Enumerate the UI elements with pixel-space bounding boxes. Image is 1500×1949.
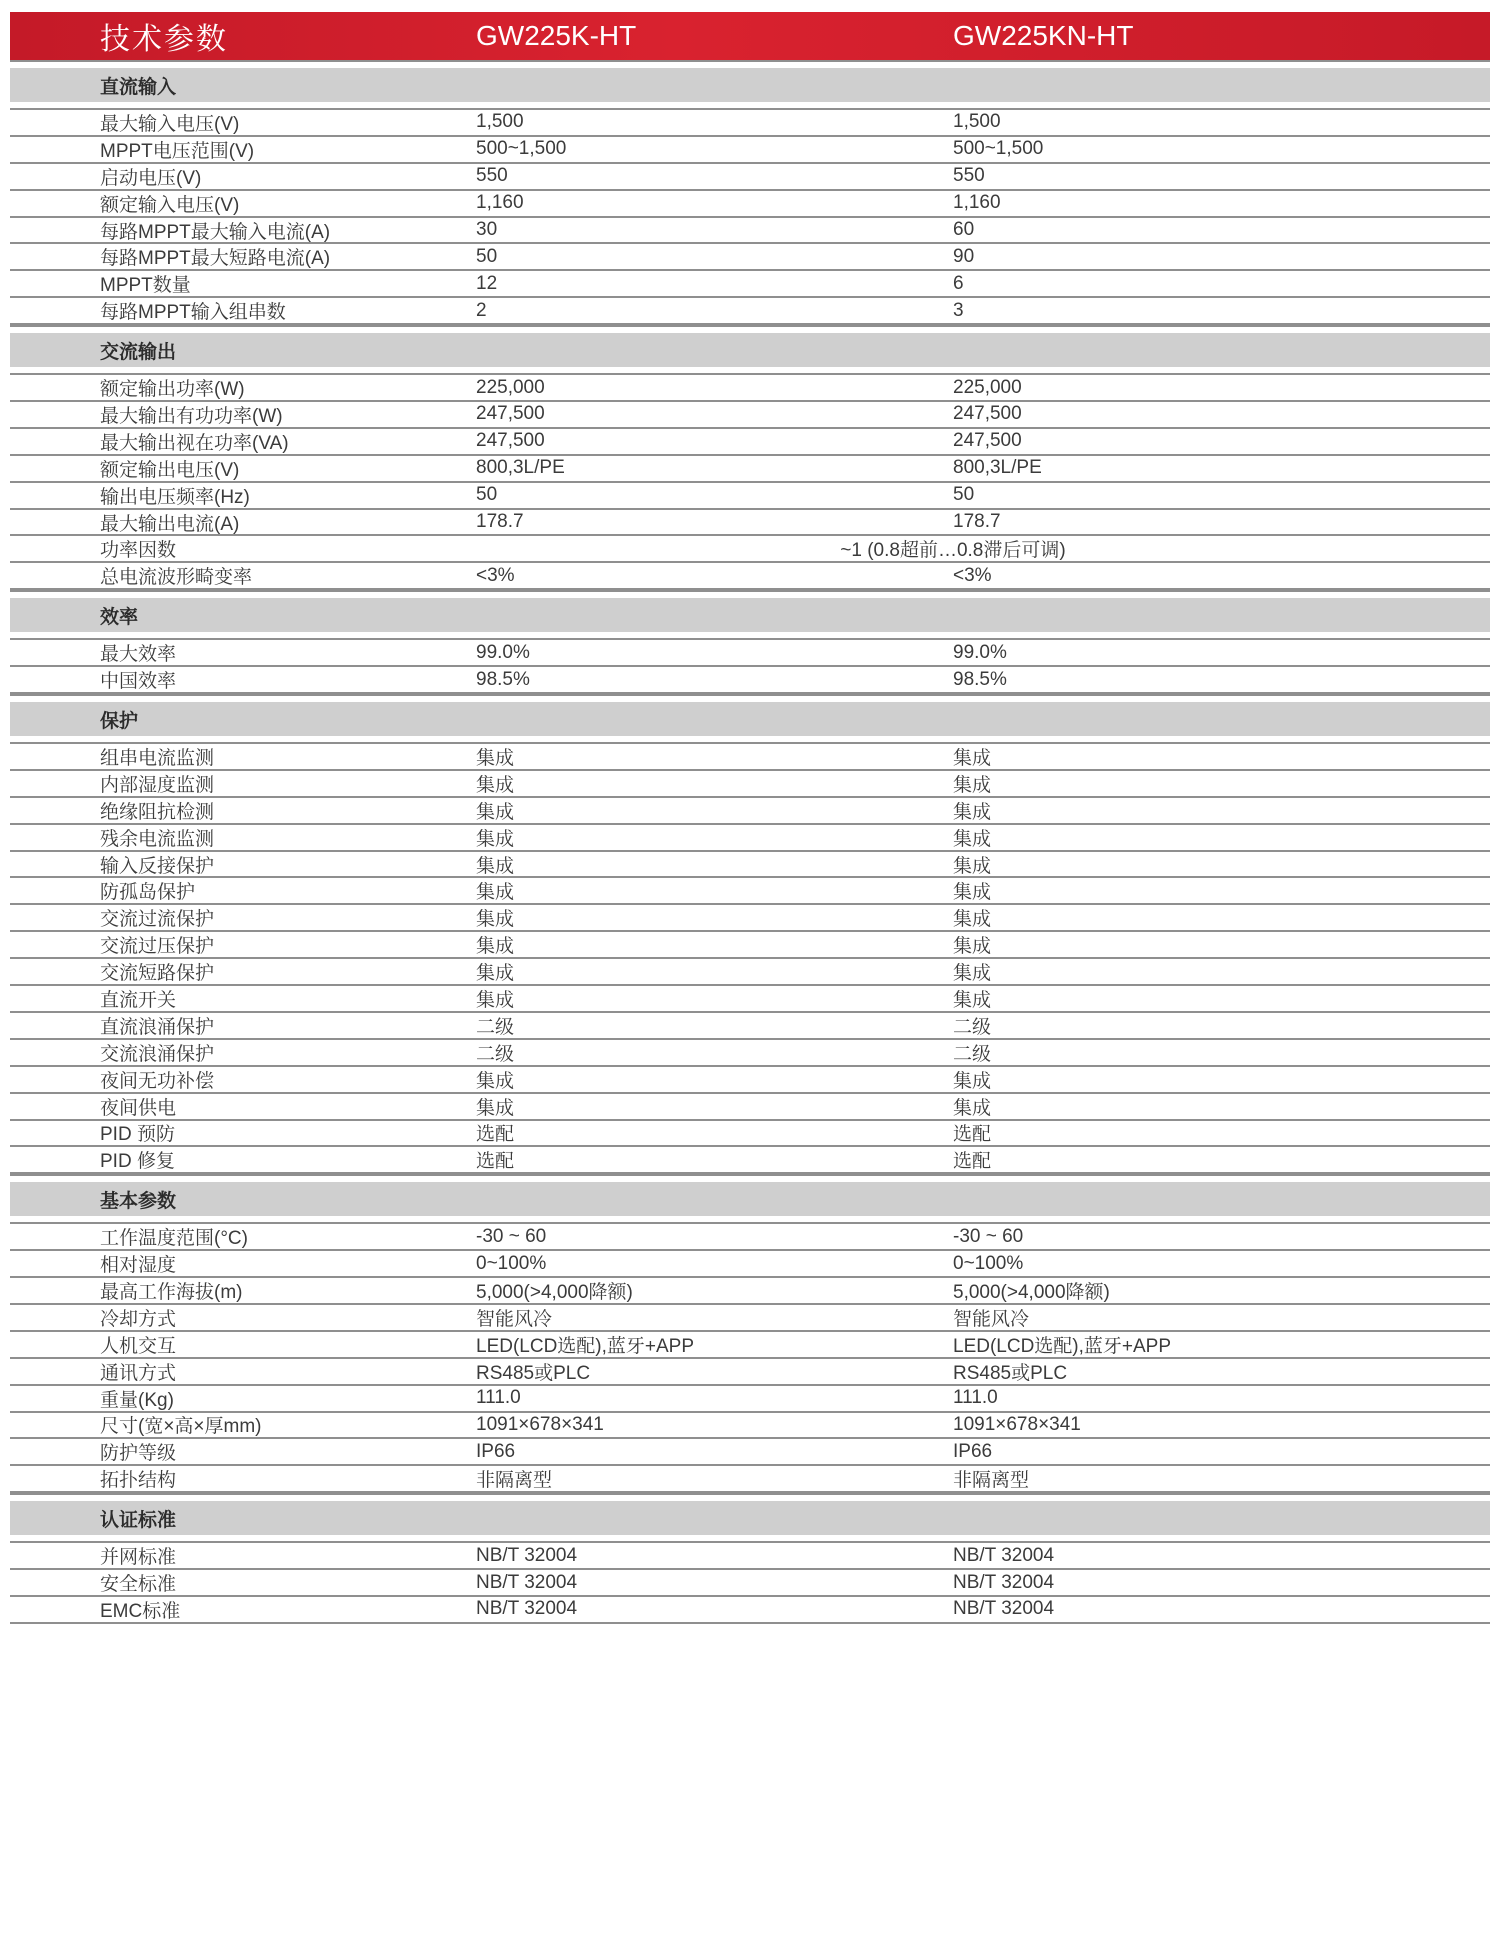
- value-model-b: NB/T 32004: [953, 1598, 1055, 1620]
- section-rows: [10, 638, 1490, 694]
- table-row: [10, 1251, 1490, 1278]
- value-model-b: 二级: [953, 1016, 992, 1038]
- spec-sections: [10, 60, 1490, 1624]
- value-model-a: <3%: [476, 564, 515, 586]
- param-label: 额定输入电压(V): [100, 194, 240, 216]
- table-row: [10, 483, 1490, 510]
- value-model-a: 集成: [476, 774, 515, 796]
- section-heading: [10, 598, 1490, 632]
- value-model-b: 选配: [953, 1151, 992, 1173]
- value-model-b: 90: [953, 245, 975, 267]
- table-row: [10, 1386, 1490, 1413]
- value-model-a: RS485或PLC: [476, 1362, 591, 1384]
- value-model-a: 集成: [476, 828, 515, 850]
- section-title: 保护: [100, 710, 139, 732]
- param-label: 每路MPPT输入组串数: [100, 302, 286, 324]
- shared-value: ~1 (0.8超前…0.8滞后可调): [840, 540, 1066, 562]
- value-model-b: 集成: [953, 747, 992, 769]
- value-model-a: 247,500: [476, 430, 545, 452]
- value-model-b: 智能风冷: [953, 1308, 1030, 1330]
- param-label: 输入反接保护: [100, 855, 215, 877]
- value-model-b: 225,000: [953, 376, 1022, 398]
- value-model-a: 1091×678×341: [476, 1413, 604, 1435]
- value-model-b: 50: [953, 484, 975, 506]
- param-label: 交流过压保护: [100, 936, 215, 958]
- section-rows: [10, 373, 1490, 590]
- table-row: [10, 191, 1490, 218]
- value-model-a: 99.0%: [476, 641, 530, 663]
- table-row: [10, 456, 1490, 483]
- value-model-a: 二级: [476, 1016, 515, 1038]
- param-label: 每路MPPT最大输入电流(A): [100, 221, 331, 243]
- value-model-b: 非隔离型: [953, 1470, 1030, 1492]
- table-row: [10, 878, 1490, 905]
- section-title: 基本参数: [100, 1190, 177, 1212]
- section-heading: [10, 333, 1490, 367]
- value-model-b: 98.5%: [953, 668, 1007, 690]
- param-label: MPPT电压范围(V): [100, 140, 255, 162]
- value-model-b: 集成: [953, 990, 992, 1011]
- param-label: MPPT数量: [100, 275, 191, 297]
- param-label: 最大输出电流(A): [100, 513, 240, 535]
- table-row: [10, 137, 1490, 164]
- param-label: 工作温度范围(°C): [100, 1228, 248, 1250]
- param-label: 绝缘阻抗检测: [100, 801, 215, 823]
- value-model-a: 选配: [476, 1124, 515, 1146]
- table-row: [10, 1013, 1490, 1040]
- section-heading: [10, 1501, 1490, 1535]
- value-model-a: 50: [476, 484, 498, 506]
- value-model-a: LED(LCD选配),蓝牙+APP: [476, 1335, 695, 1357]
- value-model-a: 集成: [476, 963, 515, 985]
- param-label: 防护等级: [100, 1443, 177, 1465]
- value-model-a: IP66: [476, 1440, 516, 1462]
- value-model-a: 集成: [476, 747, 515, 769]
- table-row: [10, 402, 1490, 429]
- param-label: 重量(Kg): [100, 1389, 174, 1411]
- table-row: [10, 510, 1490, 537]
- table-row: [10, 1040, 1490, 1067]
- value-model-a: 500~1,500: [476, 138, 567, 160]
- value-model-a: NB/T 32004: [476, 1571, 578, 1593]
- param-label: 输出电压频率(Hz): [100, 486, 250, 508]
- value-model-b: LED(LCD选配),蓝牙+APP: [953, 1335, 1172, 1357]
- value-model-a: 集成: [476, 801, 515, 823]
- param-label: 最大输出有功功率(W): [100, 405, 283, 427]
- value-model-b: 500~1,500: [953, 138, 1044, 160]
- section-heading: [10, 1182, 1490, 1216]
- value-model-a: 2: [476, 299, 487, 321]
- value-model-a: 集成: [476, 1070, 515, 1092]
- value-model-a: 178.7: [476, 511, 524, 533]
- value-model-a: 集成: [476, 882, 515, 904]
- value-model-a: 5,000(>4,000降额): [476, 1282, 633, 1304]
- table-row: [10, 640, 1490, 667]
- table-row: [10, 563, 1490, 590]
- value-model-b: 247,500: [953, 403, 1022, 425]
- param-label: 直流浪涌保护: [100, 1016, 215, 1038]
- table-row: [10, 932, 1490, 959]
- param-label: 最大输入电压(V): [100, 113, 240, 135]
- value-model-b: 选配: [953, 1124, 992, 1146]
- value-model-b: 二级: [953, 1043, 992, 1065]
- value-model-b: 集成: [953, 828, 992, 850]
- table-row: [10, 1597, 1490, 1624]
- param-label: 拓扑结构: [100, 1470, 177, 1492]
- param-label: 最大效率: [100, 644, 177, 666]
- param-label: 最大输出视在功率(VA): [100, 432, 289, 454]
- table-row: [10, 536, 1490, 563]
- value-model-a: NB/T 32004: [476, 1598, 578, 1620]
- table-row: [10, 1224, 1490, 1251]
- table-row: [10, 667, 1490, 694]
- table-row: [10, 110, 1490, 137]
- param-label: 组串电流监测: [100, 747, 215, 769]
- table-row: [10, 298, 1490, 325]
- value-model-b: 集成: [953, 801, 992, 823]
- value-model-b: -30 ~ 60: [953, 1225, 1024, 1247]
- section-title: 交流输出: [100, 341, 177, 363]
- value-model-b: 集成: [953, 882, 992, 904]
- section-rows: [10, 1222, 1490, 1493]
- value-model-a: 12: [476, 272, 498, 294]
- value-model-a: 集成: [476, 936, 515, 958]
- param-label: 总电流波形畸变率: [100, 567, 253, 589]
- param-label: 冷却方式: [100, 1308, 177, 1330]
- value-model-a: 247,500: [476, 403, 545, 425]
- table-row: [10, 271, 1490, 298]
- table-row: [10, 905, 1490, 932]
- value-model-a: 集成: [476, 990, 515, 1011]
- table-row: [10, 1466, 1490, 1493]
- param-label: 功率因数: [100, 540, 177, 562]
- table-row: [10, 959, 1490, 986]
- value-model-a: 二级: [476, 1043, 515, 1065]
- table-row: [10, 1147, 1490, 1174]
- value-model-b: 3: [953, 299, 964, 321]
- table-row: [10, 1332, 1490, 1359]
- table-row: [10, 1543, 1490, 1570]
- param-label: PID 预防: [100, 1124, 175, 1146]
- section-title: 直流输入: [100, 76, 177, 98]
- param-label: 每路MPPT最大短路电流(A): [100, 248, 331, 270]
- table-row: [10, 771, 1490, 798]
- param-label: 防孤岛保护: [100, 882, 196, 904]
- table-row: [10, 1359, 1490, 1386]
- param-label: 最高工作海拔(m): [100, 1282, 243, 1304]
- table-row: [10, 1413, 1490, 1440]
- param-label: 人机交互: [100, 1335, 177, 1357]
- value-model-a: 50: [476, 245, 498, 267]
- value-model-b: <3%: [953, 564, 992, 586]
- param-label: 额定输出电压(V): [100, 459, 240, 481]
- param-label: 内部湿度监测: [100, 774, 215, 796]
- value-model-a: 集成: [476, 909, 515, 931]
- param-label: PID 修复: [100, 1151, 175, 1173]
- section-rows: [10, 1541, 1490, 1624]
- value-model-a: 550: [476, 165, 508, 187]
- value-model-b: 111.0: [953, 1387, 998, 1409]
- param-label: 直流开关: [100, 990, 177, 1011]
- table-row: [10, 218, 1490, 245]
- param-label: 交流浪涌保护: [100, 1043, 215, 1065]
- value-model-b: 6: [953, 272, 964, 294]
- value-model-a: 非隔离型: [476, 1470, 553, 1492]
- value-model-b: NB/T 32004: [953, 1571, 1055, 1593]
- table-row: [10, 1121, 1490, 1148]
- value-model-a: 30: [476, 219, 498, 240]
- value-model-a: 800,3L/PE: [476, 457, 565, 479]
- spec-section: [10, 1493, 1490, 1624]
- value-model-b: 60: [953, 219, 975, 240]
- value-model-a: 225,000: [476, 376, 545, 398]
- value-model-b: 5,000(>4,000降额): [953, 1282, 1110, 1304]
- table-row: [10, 825, 1490, 852]
- param-label: 通讯方式: [100, 1362, 177, 1384]
- value-model-a: 1,500: [476, 111, 524, 133]
- param-label: 尺寸(宽×高×厚mm): [100, 1416, 262, 1438]
- value-model-a: 智能风冷: [476, 1308, 553, 1330]
- param-label: 相对湿度: [100, 1255, 177, 1277]
- value-model-b: 集成: [953, 1097, 992, 1119]
- value-model-a: -30 ~ 60: [476, 1225, 547, 1247]
- value-model-b: 1,500: [953, 111, 1001, 133]
- value-model-b: NB/T 32004: [953, 1544, 1055, 1566]
- model-a-heading: GW225K-HT: [476, 20, 637, 51]
- value-model-a: 0~100%: [476, 1252, 547, 1274]
- table-row: [10, 164, 1490, 191]
- section-rows: [10, 108, 1490, 325]
- param-label: 交流短路保护: [100, 963, 215, 985]
- value-model-b: 0~100%: [953, 1252, 1024, 1274]
- param-label: 夜间供电: [100, 1097, 177, 1119]
- spec-section: [10, 325, 1490, 590]
- table-row: [10, 1305, 1490, 1332]
- section-heading: [10, 68, 1490, 102]
- table-row: [10, 1067, 1490, 1094]
- table-row: [10, 1278, 1490, 1305]
- spec-section: [10, 694, 1490, 1174]
- value-model-b: 550: [953, 165, 985, 187]
- table-row: [10, 429, 1490, 456]
- value-model-b: 集成: [953, 855, 992, 877]
- value-model-b: 集成: [953, 909, 992, 931]
- value-model-b: 99.0%: [953, 641, 1007, 663]
- param-label: 并网标准: [100, 1547, 177, 1569]
- table-row: [10, 1570, 1490, 1597]
- value-model-b: 集成: [953, 774, 992, 796]
- param-label: 额定输出功率(W): [100, 379, 245, 401]
- section-heading: [10, 702, 1490, 736]
- value-model-a: 98.5%: [476, 668, 530, 690]
- spec-section: [10, 1174, 1490, 1493]
- param-label: EMC标准: [100, 1600, 181, 1622]
- table-row: [10, 1439, 1490, 1466]
- spec-section: [10, 60, 1490, 325]
- model-b-heading: GW225KN-HT: [953, 20, 1134, 51]
- spec-table: [10, 12, 1490, 1624]
- param-label: 安全标准: [100, 1574, 177, 1596]
- value-model-b: RS485或PLC: [953, 1362, 1068, 1384]
- table-row: [10, 986, 1490, 1013]
- value-model-a: 1,160: [476, 192, 524, 214]
- value-model-a: 选配: [476, 1151, 515, 1173]
- table-title: 技术参数: [100, 23, 228, 56]
- value-model-a: 111.0: [476, 1387, 521, 1409]
- value-model-a: 集成: [476, 1097, 515, 1119]
- value-model-b: 800,3L/PE: [953, 457, 1042, 479]
- value-model-b: 1,160: [953, 192, 1001, 214]
- param-label: 启动电压(V): [100, 167, 202, 189]
- param-label: 交流过流保护: [100, 909, 215, 931]
- table-row: [10, 375, 1490, 402]
- param-label: 中国效率: [100, 671, 177, 693]
- spec-section: [10, 590, 1490, 694]
- table-row: [10, 1094, 1490, 1121]
- table-header: [10, 12, 1490, 60]
- value-model-b: 集成: [953, 963, 992, 985]
- section-title: 认证标准: [100, 1509, 177, 1531]
- value-model-a: NB/T 32004: [476, 1544, 578, 1566]
- table-row: [10, 744, 1490, 771]
- value-model-b: IP66: [953, 1440, 993, 1462]
- value-model-a: 集成: [476, 855, 515, 877]
- section-rows: [10, 742, 1490, 1174]
- param-label: 残余电流监测: [100, 828, 215, 850]
- value-model-b: 1091×678×341: [953, 1413, 1081, 1435]
- table-row: [10, 852, 1490, 879]
- table-row: [10, 244, 1490, 271]
- value-model-b: 集成: [953, 936, 992, 958]
- table-row: [10, 798, 1490, 825]
- value-model-b: 178.7: [953, 511, 1001, 533]
- value-model-b: 集成: [953, 1070, 992, 1092]
- value-model-b: 247,500: [953, 430, 1022, 452]
- param-label: 夜间无功补偿: [100, 1070, 215, 1092]
- section-title: 效率: [100, 606, 139, 628]
